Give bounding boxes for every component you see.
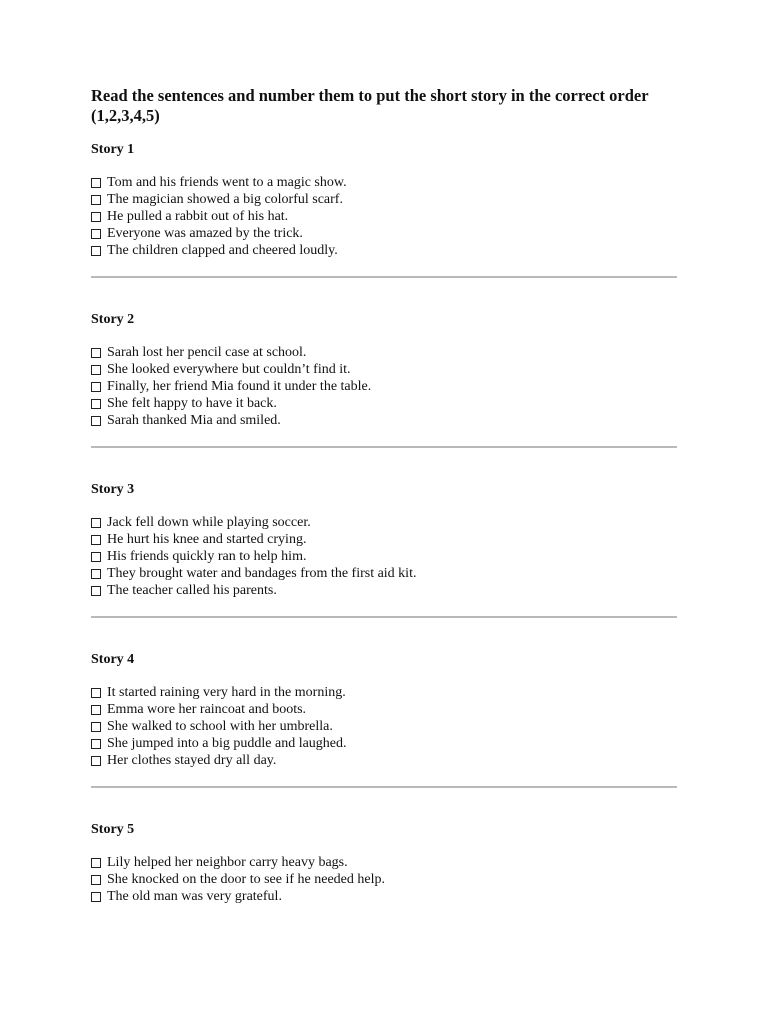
story-4 bbox=[91, 651, 677, 788]
checkbox[interactable] bbox=[91, 586, 101, 596]
sentence-list bbox=[91, 514, 677, 599]
sentence-text: He hurt his knee and started crying. bbox=[107, 532, 307, 547]
sentence-item bbox=[91, 242, 677, 259]
story-heading: Story 1 bbox=[91, 142, 135, 157]
checkbox[interactable] bbox=[91, 416, 101, 426]
sentence-list bbox=[91, 174, 677, 259]
sentence-text: Finally, her friend Mia found it under the table. bbox=[107, 379, 372, 394]
sentence-item bbox=[91, 701, 677, 718]
story-heading: Story 3 bbox=[91, 482, 135, 497]
sentence-list bbox=[91, 684, 677, 769]
sentence-item bbox=[91, 548, 677, 565]
checkbox[interactable] bbox=[91, 518, 101, 528]
sentence-text: The teacher called his parents. bbox=[107, 583, 277, 598]
sentence-item bbox=[91, 871, 385, 888]
sentence-text: It started raining very hard in the morning. bbox=[107, 685, 346, 700]
sentence-item bbox=[91, 582, 677, 599]
sentence-item bbox=[91, 531, 677, 548]
worksheet-title: Read the sentences and number them to put the short story in the correct order (1,2,3,4,5) bbox=[91, 86, 649, 125]
sentence-item bbox=[91, 752, 677, 769]
checkbox[interactable] bbox=[91, 722, 101, 732]
sentence-item bbox=[91, 361, 677, 378]
sentence-item bbox=[91, 735, 677, 752]
checkbox[interactable] bbox=[91, 246, 101, 256]
sentence-text: She looked everywhere but couldn’t find it. bbox=[107, 362, 351, 377]
sentence-item bbox=[91, 718, 677, 735]
sentence-text: Jack fell down while playing soccer. bbox=[107, 515, 311, 530]
sentence-item bbox=[91, 378, 677, 395]
checkbox[interactable] bbox=[91, 858, 101, 868]
sentence-text: She walked to school with her umbrella. bbox=[107, 719, 333, 734]
story-3 bbox=[91, 481, 677, 618]
checkbox[interactable] bbox=[91, 382, 101, 392]
checkbox[interactable] bbox=[91, 892, 101, 902]
sentence-text: The old man was very grateful. bbox=[107, 889, 282, 904]
story-heading: Story 4 bbox=[91, 652, 135, 667]
sentence-text: Sarah thanked Mia and smiled. bbox=[107, 413, 281, 428]
sentence-item bbox=[91, 191, 677, 208]
checkbox[interactable] bbox=[91, 212, 101, 222]
sentence-list bbox=[91, 854, 385, 905]
sentence-item bbox=[91, 854, 385, 871]
checkbox[interactable] bbox=[91, 569, 101, 579]
checkbox[interactable] bbox=[91, 535, 101, 545]
sentence-text: The children clapped and cheered loudly. bbox=[107, 243, 338, 258]
checkbox[interactable] bbox=[91, 365, 101, 375]
checkbox[interactable] bbox=[91, 705, 101, 715]
sentence-item bbox=[91, 514, 677, 531]
checkbox[interactable] bbox=[91, 875, 101, 885]
sentence-item bbox=[91, 208, 677, 225]
section-divider bbox=[91, 446, 677, 448]
sentence-text: Emma wore her raincoat and boots. bbox=[107, 702, 307, 717]
sentence-item bbox=[91, 174, 677, 191]
checkbox[interactable] bbox=[91, 348, 101, 358]
sentence-item bbox=[91, 684, 677, 701]
sentence-text: Lily helped her neighbor carry heavy bags. bbox=[107, 855, 348, 870]
section-divider bbox=[91, 616, 677, 618]
sentence-list bbox=[91, 344, 677, 429]
sentence-item bbox=[91, 888, 385, 905]
worksheet bbox=[91, 86, 677, 904]
sentence-text: She jumped into a big puddle and laughed. bbox=[107, 736, 347, 751]
checkbox[interactable] bbox=[91, 756, 101, 766]
checkbox[interactable] bbox=[91, 195, 101, 205]
section-divider bbox=[91, 276, 677, 278]
sentence-text: Sarah lost her pencil case at school. bbox=[107, 345, 307, 360]
checkbox[interactable] bbox=[91, 739, 101, 749]
checkbox[interactable] bbox=[91, 688, 101, 698]
sentence-item bbox=[91, 225, 677, 242]
story-heading: Story 5 bbox=[91, 822, 135, 837]
checkbox[interactable] bbox=[91, 229, 101, 239]
section-divider bbox=[91, 786, 677, 788]
sentence-text: Tom and his friends went to a magic show. bbox=[107, 175, 347, 190]
story-5 bbox=[91, 821, 385, 905]
story-2 bbox=[91, 311, 677, 448]
sentence-item bbox=[91, 412, 677, 429]
sentence-text: She knocked on the door to see if he needed help. bbox=[107, 872, 385, 887]
sentence-item bbox=[91, 395, 677, 412]
story-1 bbox=[91, 141, 677, 278]
sentence-text: The magician showed a big colorful scarf. bbox=[107, 192, 343, 207]
sentence-text: Her clothes stayed dry all day. bbox=[107, 753, 277, 768]
checkbox[interactable] bbox=[91, 178, 101, 188]
checkbox[interactable] bbox=[91, 399, 101, 409]
sentence-text: She felt happy to have it back. bbox=[107, 396, 277, 411]
sentence-text: Everyone was amazed by the trick. bbox=[107, 226, 303, 241]
sentence-item bbox=[91, 565, 677, 582]
sentence-text: He pulled a rabbit out of his hat. bbox=[107, 209, 289, 224]
story-heading: Story 2 bbox=[91, 312, 135, 327]
sentence-text: His friends quickly ran to help him. bbox=[107, 549, 307, 564]
sentence-text: They brought water and bandages from the first aid kit. bbox=[107, 566, 417, 581]
checkbox[interactable] bbox=[91, 552, 101, 562]
sentence-item bbox=[91, 344, 677, 361]
